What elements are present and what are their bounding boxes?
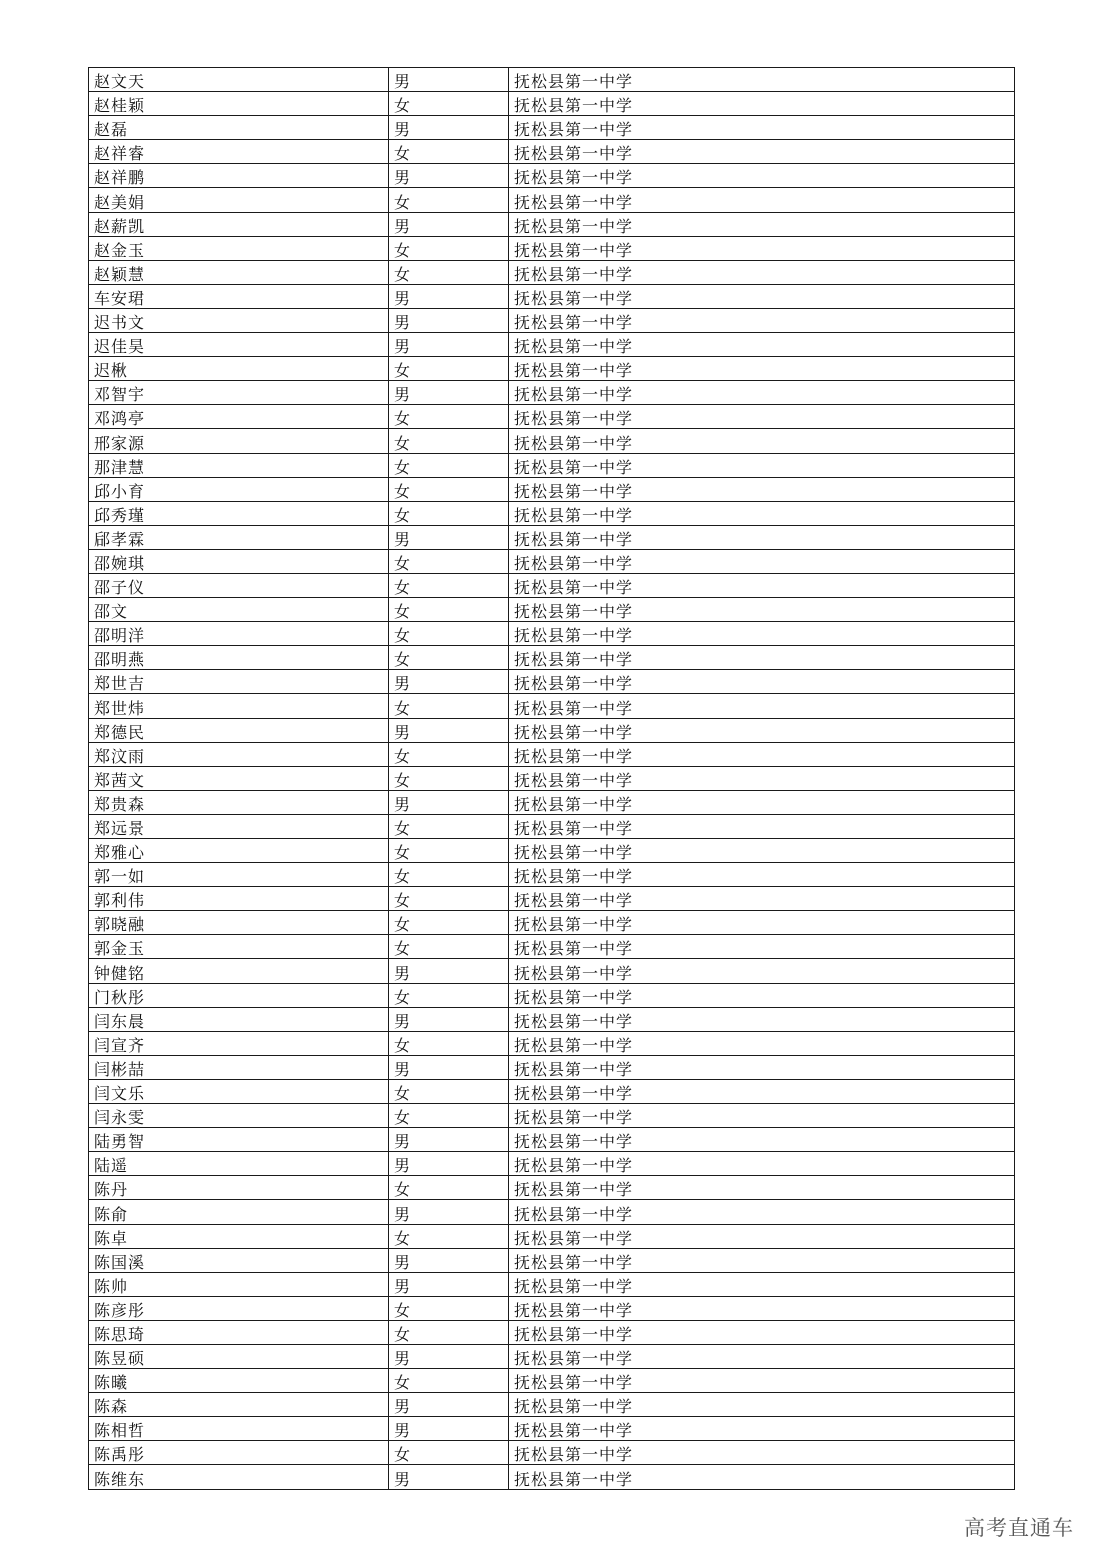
name-cell: 迟佳昊 (89, 333, 389, 357)
name-cell: 陆遥 (89, 1152, 389, 1176)
gender-cell: 男 (389, 308, 509, 332)
gender-cell: 女 (389, 863, 509, 887)
table-row (89, 1441, 1015, 1465)
name-cell: 迟楸 (89, 357, 389, 381)
table-row (89, 188, 1015, 212)
table-row (89, 911, 1015, 935)
table-row (89, 453, 1015, 477)
gender-cell: 女 (389, 357, 509, 381)
table-row (89, 887, 1015, 911)
school-cell: 抚松县第一中学 (509, 983, 1015, 1007)
name-cell: 陈丹 (89, 1176, 389, 1200)
gender-cell: 女 (389, 646, 509, 670)
name-cell: 郭一如 (89, 863, 389, 887)
gender-cell: 女 (389, 1369, 509, 1393)
school-cell: 抚松县第一中学 (509, 766, 1015, 790)
name-cell: 陈国溪 (89, 1248, 389, 1272)
roster-body (89, 68, 1015, 1490)
gender-cell: 男 (389, 959, 509, 983)
table-row (89, 694, 1015, 718)
name-cell: 赵磊 (89, 116, 389, 140)
school-cell: 抚松县第一中学 (509, 284, 1015, 308)
gender-cell: 男 (389, 1007, 509, 1031)
gender-cell: 女 (389, 1176, 509, 1200)
gender-cell: 女 (389, 549, 509, 573)
gender-cell: 男 (389, 1393, 509, 1417)
name-cell: 陈相哲 (89, 1417, 389, 1441)
name-cell: 郑贵森 (89, 790, 389, 814)
table-row (89, 549, 1015, 573)
name-cell: 赵美娟 (89, 188, 389, 212)
gender-cell: 女 (389, 501, 509, 525)
name-cell: 陈禹彤 (89, 1441, 389, 1465)
gender-cell: 男 (389, 1465, 509, 1489)
gender-cell: 女 (389, 766, 509, 790)
table-row (89, 164, 1015, 188)
table-row (89, 1031, 1015, 1055)
name-cell: 陈卓 (89, 1224, 389, 1248)
school-cell: 抚松县第一中学 (509, 814, 1015, 838)
name-cell: 陈曦 (89, 1369, 389, 1393)
school-cell: 抚松县第一中学 (509, 1007, 1015, 1031)
school-cell: 抚松县第一中学 (509, 308, 1015, 332)
name-cell: 邱秀瑾 (89, 501, 389, 525)
table-row (89, 983, 1015, 1007)
table-row (89, 1079, 1015, 1103)
table-row (89, 766, 1015, 790)
gender-cell: 男 (389, 1344, 509, 1368)
school-cell: 抚松县第一中学 (509, 935, 1015, 959)
name-cell: 邢家源 (89, 429, 389, 453)
name-cell: 车安珺 (89, 284, 389, 308)
table-row (89, 622, 1015, 646)
gender-cell: 女 (389, 236, 509, 260)
school-cell: 抚松县第一中学 (509, 429, 1015, 453)
school-cell: 抚松县第一中学 (509, 790, 1015, 814)
name-cell: 邱小育 (89, 477, 389, 501)
table-row (89, 863, 1015, 887)
gender-cell: 男 (389, 1128, 509, 1152)
gender-cell: 男 (389, 284, 509, 308)
table-row (89, 573, 1015, 597)
table-row (89, 1369, 1015, 1393)
name-cell: 郑世吉 (89, 670, 389, 694)
gender-cell: 女 (389, 140, 509, 164)
gender-cell: 女 (389, 573, 509, 597)
table-row (89, 1393, 1015, 1417)
name-cell: 赵桂颖 (89, 92, 389, 116)
gender-cell: 女 (389, 1296, 509, 1320)
table-row (89, 1152, 1015, 1176)
school-cell: 抚松县第一中学 (509, 381, 1015, 405)
name-cell: 郑德民 (89, 718, 389, 742)
name-cell: 郑世炜 (89, 694, 389, 718)
school-cell: 抚松县第一中学 (509, 477, 1015, 501)
name-cell: 邵文 (89, 598, 389, 622)
school-cell: 抚松县第一中学 (509, 1104, 1015, 1128)
table-row (89, 116, 1015, 140)
table-row (89, 839, 1015, 863)
name-cell: 闫彬喆 (89, 1055, 389, 1079)
name-cell: 赵祥鹏 (89, 164, 389, 188)
school-cell: 抚松县第一中学 (509, 212, 1015, 236)
name-cell: 赵文天 (89, 68, 389, 92)
name-cell: 邵明燕 (89, 646, 389, 670)
table-row (89, 935, 1015, 959)
table-row (89, 68, 1015, 92)
table-row (89, 308, 1015, 332)
name-cell: 闫东晨 (89, 1007, 389, 1031)
school-cell: 抚松县第一中学 (509, 1417, 1015, 1441)
table-row (89, 1176, 1015, 1200)
table-row (89, 477, 1015, 501)
name-cell: 陈俞 (89, 1200, 389, 1224)
gender-cell: 女 (389, 598, 509, 622)
gender-cell: 女 (389, 983, 509, 1007)
name-cell: 那津慧 (89, 453, 389, 477)
gender-cell: 男 (389, 1055, 509, 1079)
name-cell: 陈维东 (89, 1465, 389, 1489)
table-row (89, 1007, 1015, 1031)
school-cell: 抚松县第一中学 (509, 140, 1015, 164)
name-cell: 迟书文 (89, 308, 389, 332)
gender-cell: 男 (389, 116, 509, 140)
table-row (89, 1055, 1015, 1079)
name-cell: 邵婉琪 (89, 549, 389, 573)
table-row (89, 92, 1015, 116)
school-cell: 抚松县第一中学 (509, 1128, 1015, 1152)
name-cell: 邵子仪 (89, 573, 389, 597)
gender-cell: 男 (389, 1152, 509, 1176)
school-cell: 抚松县第一中学 (509, 1176, 1015, 1200)
school-cell: 抚松县第一中学 (509, 670, 1015, 694)
name-cell: 郭金玉 (89, 935, 389, 959)
gender-cell: 女 (389, 839, 509, 863)
name-cell: 郈孝霖 (89, 525, 389, 549)
gender-cell: 男 (389, 68, 509, 92)
name-cell: 郑汶雨 (89, 742, 389, 766)
table-row (89, 140, 1015, 164)
name-cell: 陈帅 (89, 1272, 389, 1296)
school-cell: 抚松县第一中学 (509, 549, 1015, 573)
name-cell: 赵祥睿 (89, 140, 389, 164)
school-cell: 抚松县第一中学 (509, 694, 1015, 718)
table-row (89, 212, 1015, 236)
school-cell: 抚松县第一中学 (509, 959, 1015, 983)
school-cell: 抚松县第一中学 (509, 501, 1015, 525)
gender-cell: 男 (389, 718, 509, 742)
gender-cell: 男 (389, 164, 509, 188)
name-cell: 门秋彤 (89, 983, 389, 1007)
gender-cell: 男 (389, 1248, 509, 1272)
table-row (89, 501, 1015, 525)
table-row (89, 1128, 1015, 1152)
school-cell: 抚松县第一中学 (509, 1393, 1015, 1417)
table-row (89, 1224, 1015, 1248)
school-cell: 抚松县第一中学 (509, 236, 1015, 260)
watermark-text: 高考直通车 (964, 1516, 1074, 1540)
gender-cell: 女 (389, 742, 509, 766)
school-cell: 抚松县第一中学 (509, 164, 1015, 188)
gender-cell: 女 (389, 887, 509, 911)
name-cell: 邓鸿亭 (89, 405, 389, 429)
gender-cell: 男 (389, 1200, 509, 1224)
school-cell: 抚松县第一中学 (509, 839, 1015, 863)
school-cell: 抚松县第一中学 (509, 1369, 1015, 1393)
table-row (89, 1200, 1015, 1224)
school-cell: 抚松县第一中学 (509, 718, 1015, 742)
school-cell: 抚松县第一中学 (509, 1344, 1015, 1368)
gender-cell: 女 (389, 1320, 509, 1344)
table-row (89, 790, 1015, 814)
table-row (89, 381, 1015, 405)
school-cell: 抚松县第一中学 (509, 1055, 1015, 1079)
school-cell: 抚松县第一中学 (509, 405, 1015, 429)
table-row (89, 333, 1015, 357)
name-cell: 赵薪凯 (89, 212, 389, 236)
gender-cell: 女 (389, 911, 509, 935)
school-cell: 抚松县第一中学 (509, 1248, 1015, 1272)
student-roster-table (88, 67, 1015, 1490)
gender-cell: 女 (389, 429, 509, 453)
table-row (89, 1320, 1015, 1344)
table-row (89, 405, 1015, 429)
name-cell: 郑茜文 (89, 766, 389, 790)
table-row (89, 357, 1015, 381)
gender-cell: 女 (389, 1079, 509, 1103)
school-cell: 抚松县第一中学 (509, 598, 1015, 622)
school-cell: 抚松县第一中学 (509, 357, 1015, 381)
name-cell: 陆勇智 (89, 1128, 389, 1152)
name-cell: 陈森 (89, 1393, 389, 1417)
name-cell: 陈昱硕 (89, 1344, 389, 1368)
school-cell: 抚松县第一中学 (509, 1152, 1015, 1176)
table-row (89, 1248, 1015, 1272)
school-cell: 抚松县第一中学 (509, 1272, 1015, 1296)
table-row (89, 742, 1015, 766)
gender-cell: 女 (389, 1031, 509, 1055)
name-cell: 郑雅心 (89, 839, 389, 863)
school-cell: 抚松县第一中学 (509, 1441, 1015, 1465)
table-row (89, 1104, 1015, 1128)
gender-cell: 女 (389, 477, 509, 501)
gender-cell: 女 (389, 1441, 509, 1465)
school-cell: 抚松县第一中学 (509, 573, 1015, 597)
school-cell: 抚松县第一中学 (509, 1224, 1015, 1248)
school-cell: 抚松县第一中学 (509, 887, 1015, 911)
name-cell: 陈彦彤 (89, 1296, 389, 1320)
gender-cell: 女 (389, 188, 509, 212)
gender-cell: 男 (389, 525, 509, 549)
table-row (89, 284, 1015, 308)
gender-cell: 女 (389, 694, 509, 718)
name-cell: 闫文乐 (89, 1079, 389, 1103)
name-cell: 赵金玉 (89, 236, 389, 260)
gender-cell: 男 (389, 1272, 509, 1296)
table-row (89, 1465, 1015, 1489)
name-cell: 郭晓融 (89, 911, 389, 935)
school-cell: 抚松县第一中学 (509, 1200, 1015, 1224)
gender-cell: 男 (389, 333, 509, 357)
table-row (89, 1417, 1015, 1441)
school-cell: 抚松县第一中学 (509, 92, 1015, 116)
name-cell: 邵明洋 (89, 622, 389, 646)
table-row (89, 1296, 1015, 1320)
school-cell: 抚松县第一中学 (509, 911, 1015, 935)
table-row (89, 429, 1015, 453)
school-cell: 抚松县第一中学 (509, 1465, 1015, 1489)
gender-cell: 男 (389, 790, 509, 814)
name-cell: 钟健铭 (89, 959, 389, 983)
table-row (89, 814, 1015, 838)
name-cell: 郭利伟 (89, 887, 389, 911)
gender-cell: 男 (389, 381, 509, 405)
school-cell: 抚松县第一中学 (509, 1320, 1015, 1344)
school-cell: 抚松县第一中学 (509, 622, 1015, 646)
table-row (89, 1272, 1015, 1296)
name-cell: 闫宣齐 (89, 1031, 389, 1055)
gender-cell: 男 (389, 670, 509, 694)
name-cell: 赵颖慧 (89, 260, 389, 284)
school-cell: 抚松县第一中学 (509, 1296, 1015, 1320)
gender-cell: 女 (389, 1224, 509, 1248)
school-cell: 抚松县第一中学 (509, 68, 1015, 92)
name-cell: 邓智宇 (89, 381, 389, 405)
school-cell: 抚松县第一中学 (509, 116, 1015, 140)
school-cell: 抚松县第一中学 (509, 1079, 1015, 1103)
table-row (89, 260, 1015, 284)
gender-cell: 男 (389, 1417, 509, 1441)
table-row (89, 598, 1015, 622)
name-cell: 陈思琦 (89, 1320, 389, 1344)
gender-cell: 女 (389, 1104, 509, 1128)
table-row (89, 525, 1015, 549)
school-cell: 抚松县第一中学 (509, 1031, 1015, 1055)
gender-cell: 女 (389, 260, 509, 284)
table-row (89, 718, 1015, 742)
table-row (89, 1344, 1015, 1368)
table-row (89, 670, 1015, 694)
school-cell: 抚松县第一中学 (509, 333, 1015, 357)
gender-cell: 女 (389, 814, 509, 838)
gender-cell: 女 (389, 622, 509, 646)
name-cell: 郑远景 (89, 814, 389, 838)
school-cell: 抚松县第一中学 (509, 188, 1015, 212)
school-cell: 抚松县第一中学 (509, 525, 1015, 549)
school-cell: 抚松县第一中学 (509, 646, 1015, 670)
table-row (89, 646, 1015, 670)
school-cell: 抚松县第一中学 (509, 742, 1015, 766)
table-row (89, 236, 1015, 260)
gender-cell: 女 (389, 92, 509, 116)
gender-cell: 女 (389, 453, 509, 477)
school-cell: 抚松县第一中学 (509, 260, 1015, 284)
gender-cell: 女 (389, 935, 509, 959)
table-row (89, 959, 1015, 983)
school-cell: 抚松县第一中学 (509, 453, 1015, 477)
school-cell: 抚松县第一中学 (509, 863, 1015, 887)
gender-cell: 男 (389, 212, 509, 236)
gender-cell: 女 (389, 405, 509, 429)
name-cell: 闫永雯 (89, 1104, 389, 1128)
